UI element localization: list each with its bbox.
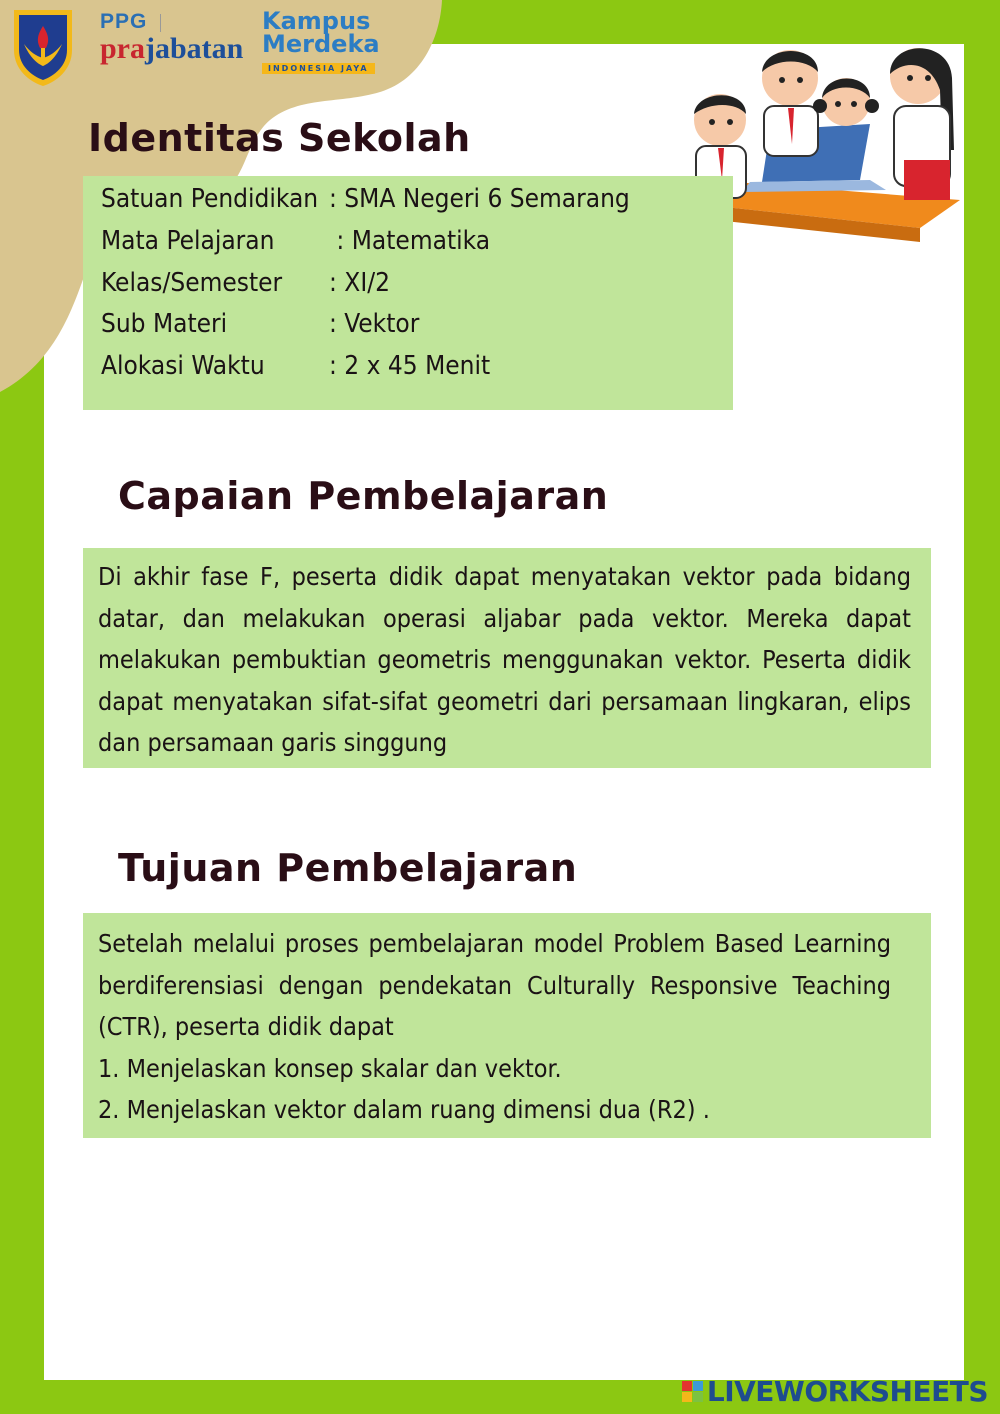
identitas-label: Mata Pelajaran [101,226,275,256]
ppg-tiny-divider [160,14,194,32]
identitas-row-satuan [101,184,630,214]
tujuan-intro: Setelah melalui proses pembelajaran model Problem Based Learning berdiferensiasi dengan pendekatan Culturally Responsive Teaching (CTR), peserta didik dapat [98,929,891,1041]
identitas-value: : XI/2 [329,268,390,298]
identitas-box [83,176,733,410]
identitas-row-submateri [101,309,419,339]
liveworksheets-logo-icon [682,1381,703,1402]
identitas-value: : Vektor [329,309,420,339]
capaian-text: Di akhir fase F, peserta didik dapat menyatakan vektor pada bidang datar, dan melakukan operasi aljabar pada vektor. Mereka dapat melakukan pembuktian geometris menggunakan vektor. Peserta didik dapat menyatakan sifat-sifat geometri dari persamaan lingkaran, elips dan persamaan garis singgung [98,562,911,757]
identitas-label: Satuan Pendidikan [101,184,319,214]
tujuan-item-2: 2. Menjelaskan vektor dalam ruang dimensi dua (R2) . [98,1095,710,1124]
tujuan-item-1: 1. Menjelaskan konsep skalar dan vektor. [98,1053,562,1083]
liveworksheets-brand [682,1375,988,1408]
identitas-value: : SMA Negeri 6 Semarang [329,184,630,214]
capaian-heading: Capaian Pembelajaran [118,474,609,518]
identitas-value: : 2 x 45 Menit [329,351,491,381]
ppg-sub-pra: pra [100,32,145,65]
kampus-merdeka-line1: Kampus [262,7,371,35]
identitas-row-alokasi [101,351,490,381]
tujuan-heading: Tujuan Pembelajaran [118,846,578,890]
identitas-heading: Identitas Sekolah [88,116,471,160]
identitas-label: Sub Materi [101,309,228,339]
kampus-merdeka-band: INDONESIA JAYA [262,63,375,74]
identitas-row-kelas [101,268,390,298]
identitas-row-mapel [101,226,490,256]
ppg-sub-jabatan: jabatan [145,32,244,65]
identitas-label: Alokasi Waktu [101,351,265,381]
university-crest-icon [10,4,76,88]
liveworksheets-text: LIVEWORKSHEETS [706,1375,988,1408]
capaian-box [83,548,931,768]
ppg-title: PPG [100,10,148,33]
identitas-value: : Matematika [329,226,491,256]
tujuan-box [83,913,931,1138]
ppg-subtitle [100,34,243,64]
kampus-merdeka-logo [262,7,380,75]
kampus-merdeka-line2: Merdeka [262,30,380,58]
header-logos [0,0,420,100]
identitas-label: Kelas/Semester [101,268,283,298]
